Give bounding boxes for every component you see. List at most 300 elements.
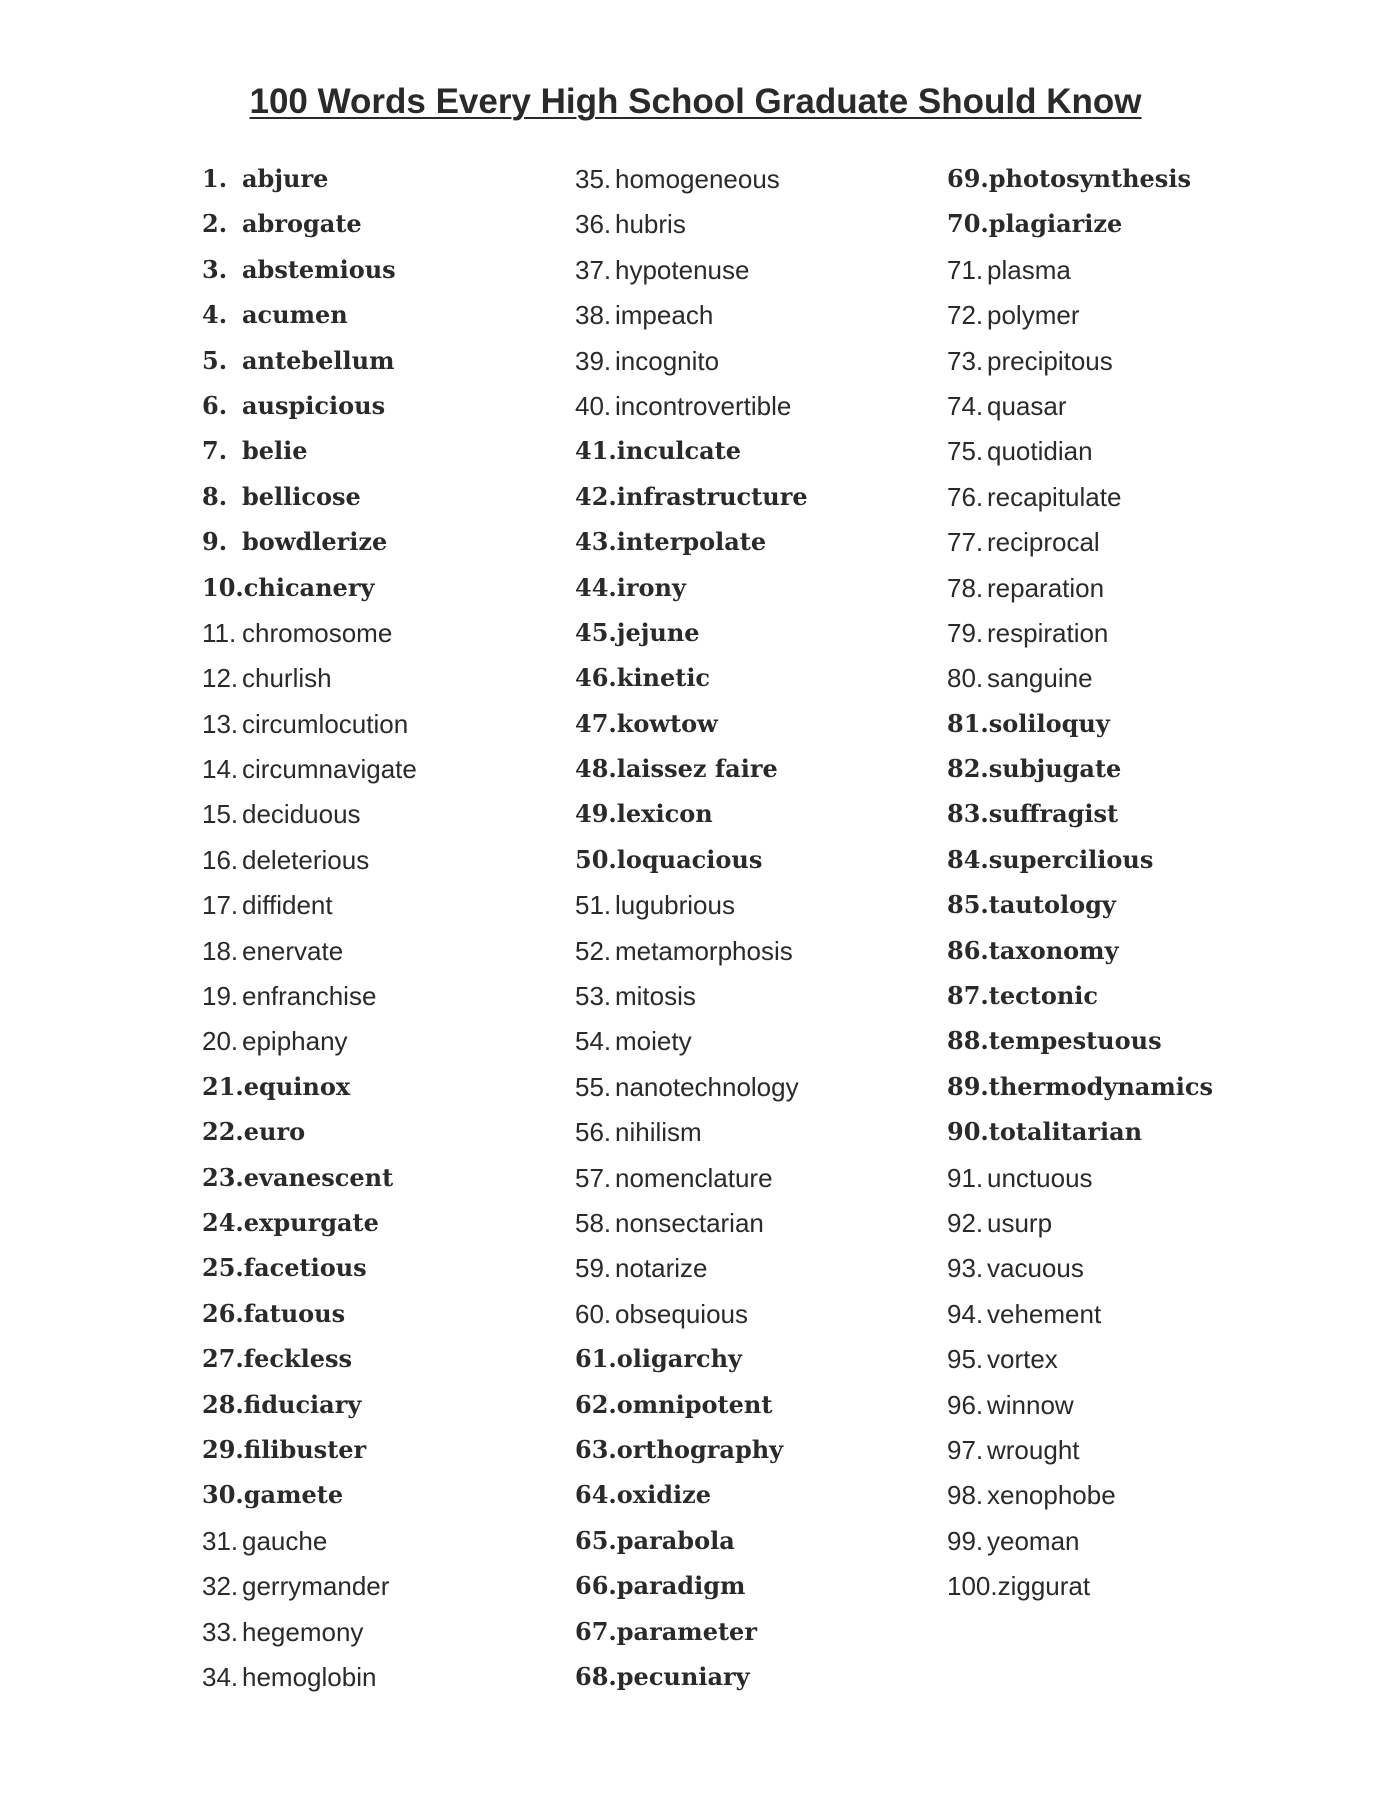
word-list-item <box>575 436 808 481</box>
word-text: yeoman <box>987 1525 1080 1556</box>
word-list-item <box>947 799 1213 844</box>
word-text: winnow <box>987 1389 1074 1420</box>
word-number: 58. <box>575 1207 612 1238</box>
word-text: belie <box>242 436 308 466</box>
word-list-item <box>947 1208 1213 1253</box>
word-list-item <box>202 890 417 935</box>
word-text: subjugate <box>988 754 1122 784</box>
word-text: circumlocution <box>242 708 409 739</box>
word-number: 48. <box>575 754 617 784</box>
word-list-item <box>947 255 1213 300</box>
word-text: interpolate <box>616 527 767 557</box>
word-text: equinox <box>243 1071 351 1101</box>
word-number: 79. <box>947 617 984 648</box>
word-number: 57. <box>575 1162 612 1193</box>
word-list-item <box>202 1571 417 1616</box>
word-text: nihilism <box>615 1117 702 1148</box>
word-text: oxidize <box>616 1480 711 1510</box>
word-number: 18. <box>202 935 239 966</box>
word-list-item <box>947 981 1213 1026</box>
word-number: 64. <box>575 1480 617 1510</box>
word-number: 49. <box>575 799 617 829</box>
word-list-item <box>575 164 808 209</box>
word-number: 96. <box>947 1389 984 1420</box>
word-text: fatuous <box>243 1298 346 1328</box>
word-list-item <box>575 209 808 254</box>
word-number: 67. <box>575 1616 617 1646</box>
word-number: 56. <box>575 1117 612 1148</box>
word-text: churlish <box>242 663 332 694</box>
word-text: polymer <box>987 300 1080 331</box>
word-number: 71. <box>947 254 984 285</box>
word-list-item <box>202 936 417 981</box>
word-list-item <box>575 1299 808 1344</box>
word-text: hubris <box>615 209 686 240</box>
word-number: 21. <box>202 1071 244 1101</box>
word-text: hegemony <box>242 1616 364 1647</box>
word-list-item <box>202 1662 417 1707</box>
word-text: acumen <box>242 300 348 330</box>
word-text: parabola <box>616 1525 735 1555</box>
word-list-item <box>202 346 417 391</box>
word-number: 68. <box>575 1661 617 1691</box>
word-list-item <box>947 1117 1213 1162</box>
word-number: 84. <box>947 844 989 874</box>
word-number: 85. <box>947 890 989 920</box>
word-number: 90. <box>947 1117 989 1147</box>
word-text: kowtow <box>616 708 718 738</box>
word-text: evanescent <box>243 1162 394 1192</box>
word-text: abrogate <box>242 209 362 239</box>
word-number: 9. <box>202 527 228 557</box>
word-text: paradigm <box>616 1571 746 1601</box>
word-text: parameter <box>616 1616 757 1646</box>
word-number: 36. <box>575 209 612 240</box>
word-text: hypotenuse <box>615 254 750 285</box>
word-text: photosynthesis <box>988 164 1191 193</box>
word-text: pecuniary <box>616 1661 750 1691</box>
word-number: 12. <box>202 663 239 694</box>
word-list-item <box>947 346 1213 391</box>
word-list-item <box>575 1344 808 1389</box>
word-list-item <box>202 164 417 209</box>
word-list-item <box>575 255 808 300</box>
word-list-item <box>575 527 808 572</box>
word-list-item <box>575 1480 808 1525</box>
word-number: 89. <box>947 1071 989 1101</box>
word-list-item <box>947 1480 1213 1525</box>
word-text: homogeneous <box>615 164 780 194</box>
word-number: 97. <box>947 1434 984 1465</box>
word-text: loquacious <box>616 844 763 874</box>
word-list-item <box>202 482 417 527</box>
word-text: inculcate <box>616 436 742 466</box>
word-list-item <box>202 845 417 890</box>
word-text: feckless <box>243 1344 353 1374</box>
word-text: metamorphosis <box>615 935 793 966</box>
word-number: 46. <box>575 663 617 693</box>
word-number: 98. <box>947 1480 984 1511</box>
word-number: 17. <box>202 890 239 921</box>
word-list-item <box>575 1163 808 1208</box>
word-text: deciduous <box>242 799 361 830</box>
word-number: 41. <box>575 436 617 466</box>
word-list-item <box>202 1299 417 1344</box>
word-text: nomenclature <box>615 1162 773 1193</box>
word-list-item <box>202 209 417 254</box>
word-text: deleterious <box>242 844 370 875</box>
page-title: 100 Words Every High School Graduate Should Know <box>249 82 1142 121</box>
word-text: thermodynamics <box>988 1071 1213 1101</box>
word-text: tautology <box>988 890 1116 920</box>
word-list-item <box>202 709 417 754</box>
word-number: 70. <box>947 209 989 239</box>
word-number: 11. <box>202 617 237 648</box>
word-text: lugubrious <box>615 890 735 921</box>
word-list-item <box>575 754 808 799</box>
word-number: 76. <box>947 481 984 512</box>
word-text: wrought <box>987 1434 1080 1465</box>
word-list-item <box>947 1299 1213 1344</box>
word-number: 27. <box>202 1344 244 1374</box>
word-list-item <box>202 663 417 708</box>
word-list-item <box>202 573 417 618</box>
word-text: jejune <box>616 617 700 647</box>
word-list-item <box>202 1526 417 1571</box>
word-list-item <box>947 1253 1213 1298</box>
word-text: enervate <box>242 935 344 966</box>
word-text: quotidian <box>987 436 1093 467</box>
word-list-item <box>202 1344 417 1389</box>
word-text: xenophobe <box>987 1480 1116 1511</box>
word-text: nanotechnology <box>615 1071 799 1102</box>
word-list-item <box>947 845 1213 890</box>
word-list-item <box>202 1208 417 1253</box>
word-text: kinetic <box>616 663 711 693</box>
word-list-item <box>947 890 1213 935</box>
word-text: epiphany <box>242 1026 348 1057</box>
word-number: 6. <box>202 390 228 420</box>
word-text: nonsectarian <box>615 1207 764 1238</box>
word-number: 100. <box>947 1571 998 1602</box>
word-number: 52. <box>575 935 612 966</box>
word-number: 3. <box>202 254 228 284</box>
word-number: 91. <box>947 1162 984 1193</box>
word-text: incognito <box>615 345 720 376</box>
word-list-item <box>575 346 808 391</box>
word-text: antebellum <box>242 345 395 375</box>
word-text: diffident <box>242 890 333 921</box>
word-text: fiduciary <box>243 1389 362 1419</box>
word-text: tempestuous <box>988 1026 1162 1056</box>
word-list-item <box>202 1253 417 1298</box>
word-text: irony <box>616 572 686 602</box>
word-list-item <box>947 618 1213 663</box>
word-list-item <box>575 1072 808 1117</box>
word-text: plasma <box>987 254 1071 285</box>
word-column-3 <box>947 164 1213 1617</box>
word-text: notarize <box>615 1253 708 1284</box>
word-number: 20. <box>202 1026 239 1057</box>
word-text: impeach <box>615 300 714 331</box>
word-number: 22. <box>202 1117 244 1147</box>
word-number: 81. <box>947 708 989 738</box>
word-list-item <box>202 527 417 572</box>
word-number: 37. <box>575 254 612 285</box>
word-text: infrastructure <box>616 481 808 511</box>
word-number: 53. <box>575 981 612 1012</box>
word-list-item <box>202 754 417 799</box>
word-number: 8. <box>202 481 228 511</box>
word-text: enfranchise <box>242 981 377 1012</box>
word-list-item <box>202 1163 417 1208</box>
word-text: totalitarian <box>988 1117 1143 1147</box>
word-list-item <box>575 663 808 708</box>
word-list-item <box>202 436 417 481</box>
word-list-item <box>947 709 1213 754</box>
word-list-item <box>947 1344 1213 1389</box>
word-text: gamete <box>243 1480 344 1510</box>
word-text: hemoglobin <box>242 1661 377 1692</box>
word-text: recapitulate <box>987 481 1122 512</box>
word-list-item <box>947 663 1213 708</box>
word-number: 2. <box>202 209 228 239</box>
word-text: vacuous <box>987 1253 1084 1284</box>
word-text: reciprocal <box>987 527 1100 558</box>
word-number: 55. <box>575 1071 612 1102</box>
word-list-item <box>202 300 417 345</box>
word-number: 82. <box>947 754 989 784</box>
word-text: filibuster <box>243 1434 367 1464</box>
word-text: bellicose <box>242 481 361 511</box>
word-number: 60. <box>575 1298 612 1329</box>
word-number: 19. <box>202 981 239 1012</box>
word-list-item <box>575 1208 808 1253</box>
word-list-item <box>947 1571 1213 1616</box>
word-list-item <box>202 1480 417 1525</box>
word-text: plagiarize <box>988 209 1123 239</box>
word-number: 31. <box>202 1525 239 1556</box>
word-number: 16. <box>202 844 239 875</box>
word-list-item <box>575 890 808 935</box>
word-text: gauche <box>242 1525 328 1556</box>
word-text: chromosome <box>242 617 393 648</box>
word-number: 94. <box>947 1298 984 1329</box>
word-number: 45. <box>575 617 617 647</box>
word-text: unctuous <box>987 1162 1093 1193</box>
word-number: 69. <box>947 164 989 193</box>
word-text: abjure <box>242 164 329 193</box>
word-number: 78. <box>947 572 984 603</box>
word-number: 28. <box>202 1389 244 1419</box>
word-number: 51. <box>575 890 612 921</box>
word-number: 92. <box>947 1207 984 1238</box>
word-number: 47. <box>575 708 617 738</box>
word-number: 26. <box>202 1298 244 1328</box>
word-number: 35. <box>575 164 612 194</box>
word-list-item <box>202 1117 417 1162</box>
word-number: 14. <box>202 754 239 785</box>
word-text: sanguine <box>987 663 1093 694</box>
word-list-item <box>947 436 1213 481</box>
word-list-item <box>947 1072 1213 1117</box>
word-number: 50. <box>575 844 617 874</box>
word-number: 43. <box>575 527 617 557</box>
word-number: 25. <box>202 1253 244 1283</box>
word-list-item <box>575 1571 808 1616</box>
word-list-item <box>947 391 1213 436</box>
word-list-item <box>202 391 417 436</box>
word-text: soliloquy <box>988 708 1110 738</box>
word-number: 33. <box>202 1616 239 1647</box>
word-text: suffragist <box>988 799 1119 829</box>
word-number: 44. <box>575 572 617 602</box>
word-number: 38. <box>575 300 612 331</box>
word-text: vortex <box>987 1344 1058 1375</box>
word-list-item <box>575 1617 808 1662</box>
word-number: 63. <box>575 1434 617 1464</box>
word-text: supercilious <box>988 844 1154 874</box>
word-list-item <box>202 618 417 663</box>
word-list-item <box>575 1526 808 1571</box>
word-text: omnipotent <box>616 1389 773 1419</box>
word-number: 72. <box>947 300 984 331</box>
word-list-item <box>202 981 417 1026</box>
word-list-item <box>575 300 808 345</box>
word-list-item <box>575 1117 808 1162</box>
word-list-item <box>947 1163 1213 1208</box>
word-text: lexicon <box>616 799 713 829</box>
word-text: bowdlerize <box>242 527 388 557</box>
word-text: incontrovertible <box>615 390 792 421</box>
word-number: 13. <box>202 708 239 739</box>
word-text: quasar <box>987 390 1067 421</box>
word-list-item <box>575 1253 808 1298</box>
word-list-item <box>575 1662 808 1707</box>
word-list-item <box>202 1435 417 1480</box>
word-number: 87. <box>947 981 989 1011</box>
word-number: 80. <box>947 663 984 694</box>
word-text: tectonic <box>988 981 1099 1011</box>
word-number: 5. <box>202 345 228 375</box>
word-text: euro <box>243 1117 306 1147</box>
word-number: 23. <box>202 1162 244 1192</box>
word-list-item <box>947 300 1213 345</box>
word-number: 73. <box>947 345 984 376</box>
word-list-item <box>575 845 808 890</box>
word-number: 75. <box>947 436 984 467</box>
word-list-item <box>947 1026 1213 1071</box>
word-number: 65. <box>575 1525 617 1555</box>
word-column-2 <box>575 164 808 1707</box>
word-number: 74. <box>947 390 984 421</box>
word-list-item <box>947 573 1213 618</box>
word-text: obsequious <box>615 1298 748 1329</box>
word-number: 77. <box>947 527 984 558</box>
word-number: 32. <box>202 1571 239 1602</box>
word-list-item <box>575 1435 808 1480</box>
word-list-item <box>575 1390 808 1435</box>
word-list-item <box>202 1026 417 1071</box>
word-number: 42. <box>575 481 617 511</box>
word-text: vehement <box>987 1298 1102 1329</box>
word-list-item <box>202 1617 417 1662</box>
word-list-item <box>947 209 1213 254</box>
word-list-item <box>575 1026 808 1071</box>
word-text: expurgate <box>243 1207 379 1237</box>
word-list-item <box>202 1072 417 1117</box>
word-text: gerrymander <box>242 1571 390 1602</box>
word-text: usurp <box>987 1207 1053 1238</box>
word-number: 88. <box>947 1026 989 1056</box>
word-text: laissez faire <box>616 754 778 784</box>
word-number: 66. <box>575 1571 617 1601</box>
word-list-item <box>575 936 808 981</box>
word-list-item <box>947 482 1213 527</box>
word-text: abstemious <box>242 254 396 284</box>
word-text: reparation <box>987 572 1105 603</box>
word-text: precipitous <box>987 345 1113 376</box>
word-list-item <box>202 255 417 300</box>
word-number: 15. <box>202 799 239 830</box>
word-list-item <box>947 1435 1213 1480</box>
word-text: oligarchy <box>616 1344 742 1374</box>
word-list-item <box>575 618 808 663</box>
word-list-item <box>575 391 808 436</box>
word-list-item <box>575 799 808 844</box>
word-number: 30. <box>202 1480 244 1510</box>
word-list-item <box>947 1390 1213 1435</box>
word-text: chicanery <box>243 572 375 602</box>
word-number: 83. <box>947 799 989 829</box>
word-list-item <box>575 709 808 754</box>
word-text: mitosis <box>615 981 696 1012</box>
word-number: 54. <box>575 1026 612 1057</box>
word-number: 29. <box>202 1434 244 1464</box>
word-text: orthography <box>616 1434 784 1464</box>
word-list-item <box>947 1526 1213 1571</box>
word-list-item <box>202 1390 417 1435</box>
word-number: 86. <box>947 935 989 965</box>
word-list-item <box>947 527 1213 572</box>
word-number: 4. <box>202 300 228 330</box>
word-number: 99. <box>947 1525 984 1556</box>
word-number: 62. <box>575 1389 617 1419</box>
word-number: 39. <box>575 345 612 376</box>
word-number: 93. <box>947 1253 984 1284</box>
word-list-item <box>947 936 1213 981</box>
word-column-1 <box>202 164 417 1707</box>
word-list-item <box>575 482 808 527</box>
word-number: 34. <box>202 1661 239 1692</box>
word-number: 95. <box>947 1344 984 1375</box>
word-number: 7. <box>202 436 228 466</box>
word-list-item <box>575 573 808 618</box>
word-text: taxonomy <box>988 935 1119 965</box>
word-list-item <box>947 164 1213 209</box>
word-number: 59. <box>575 1253 612 1284</box>
word-text: auspicious <box>242 390 386 420</box>
word-number: 1. <box>202 164 228 193</box>
word-number: 24. <box>202 1207 244 1237</box>
word-number: 61. <box>575 1344 617 1374</box>
word-text: circumnavigate <box>242 754 417 785</box>
word-number: 40. <box>575 390 612 421</box>
word-text: moiety <box>615 1026 692 1057</box>
word-number: 10. <box>202 572 244 602</box>
word-list-item <box>202 799 417 844</box>
word-list-item <box>947 754 1213 799</box>
